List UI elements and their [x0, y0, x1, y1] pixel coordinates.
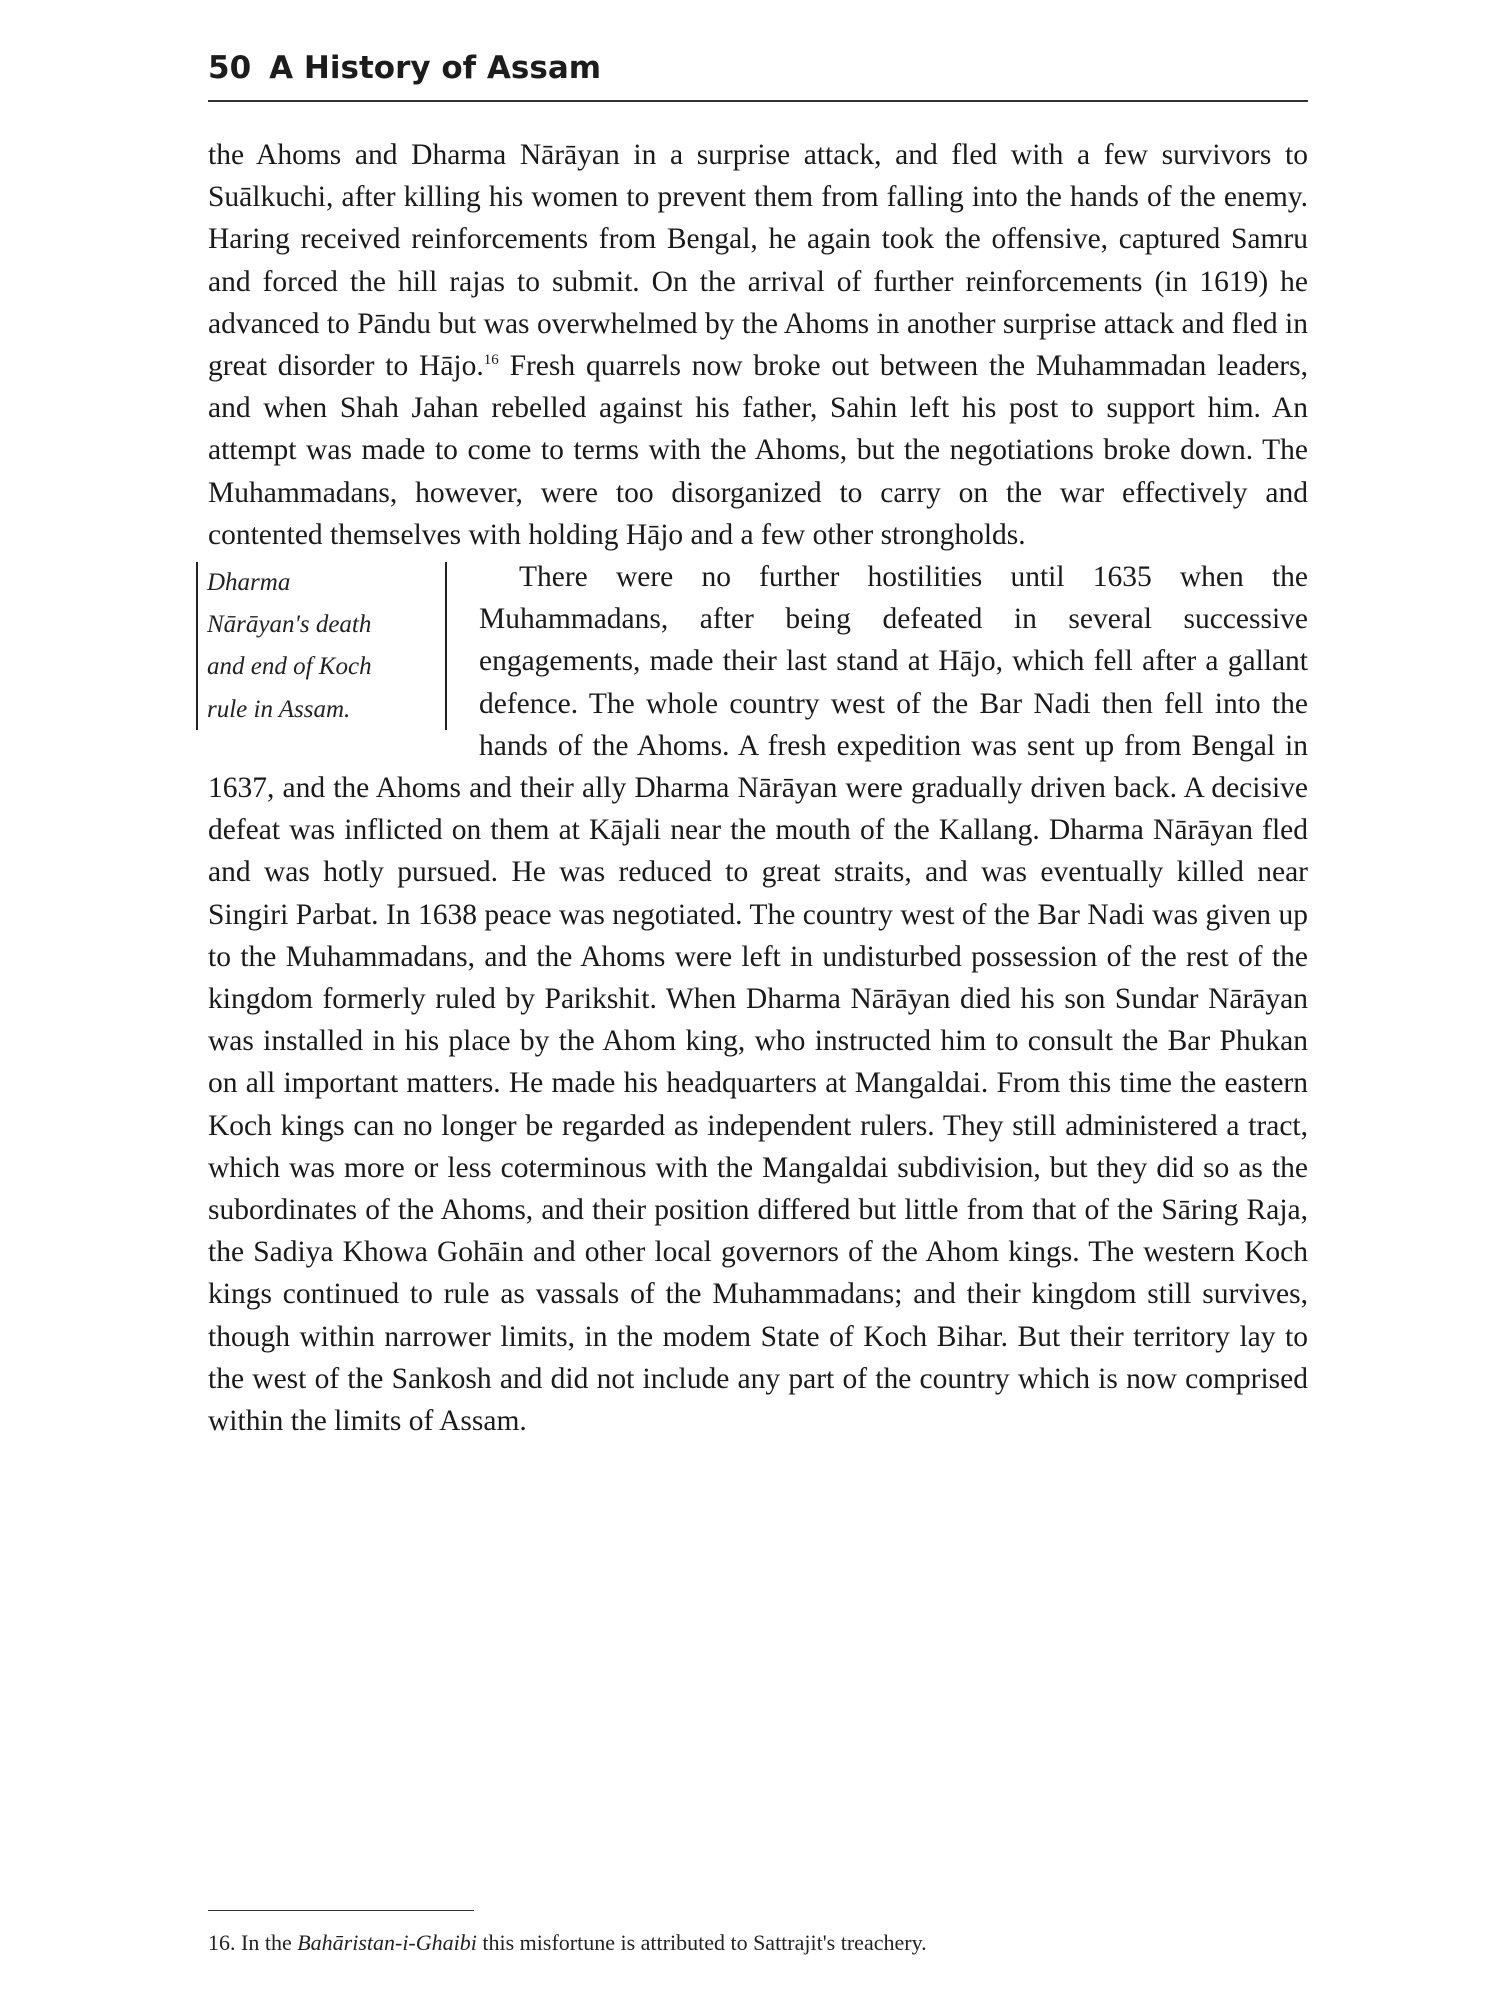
marginal-note-line-3: and end of Koch [207, 653, 372, 681]
footnote-reference: 16 [483, 352, 499, 369]
footnote-source-title: Bahāristan-i-Ghaibi [297, 1930, 477, 1955]
page-number: 50 [208, 50, 252, 86]
paragraph-1-text: the Ahoms and Dharma Nārāyan in a surprise attack, and fled with a few survivors to Suālkuchi, after killing his women to prevent them from falling into the hands of the enemy. Haring received reinforcements from Bengal, he again took the offensive, captured Samru and forced the hill rajas to submit. On the arrival of further reinforcements (in 1619) he advanced to Pāndu but was overwhelmed by the Ahoms in another surprise attack and fled in great disorder to Hājo. [208, 139, 1308, 383]
marginal-note-line-4: rule in Assam. [207, 695, 351, 723]
header-rule [208, 100, 1308, 102]
marginal-note-line-2: Nārāyan's death [207, 611, 372, 639]
footnote-text-before: In the [241, 1930, 292, 1955]
footnote-text-after: this misfortune is attributed to Sattrajit's treachery. [482, 1930, 927, 1955]
paragraph-1 [208, 134, 1308, 556]
footnote-rule [208, 1910, 474, 1911]
marginal-note [196, 562, 447, 730]
marginal-note-line-1: Dharma [207, 569, 291, 597]
footnote [208, 1928, 1308, 1958]
footnote-number: 16. [208, 1930, 236, 1955]
running-head [208, 48, 1308, 88]
book-page [208, 0, 1308, 2000]
main-text [208, 134, 1308, 1442]
paragraph-2-text: There were no further hostilities until 1635 when the Muhammadans, after being defeated in several successive engagements, made their last stand at Hājo, which fell after a gallant defence. The whole country west of the Bar Nadi then fell into the hands of the Ahoms. A fresh expedition was sent up from Bengal in 1637, and the Ahoms and their ally Dharma Nārāyan were gradually driven back. A decisive defeat was inflicted on them at Kājali near the mouth of the Kallang. Dharma Nārāyan fled and was hotly pursued. He was reduced to great straits, and was eventually killed near Singiri Parbat. In 1638 peace was negotiated. The country west of the Bar Nadi was given up to the Muhammadans, and the Ahoms were left in undisturbed possession of the rest of the kingdom formerly ruled by Parikshit. When Dharma Nārāyan died his son Sundar Nārāyan was installed in his place by the Ahom king, who instructed him to consult the Bar Phukan on all important matters. He made his headquarters at Mangaldai. From this time the eastern Koch kings can no longer be regarded as independent rulers. They still administered a tract, which was more or less coterminous with the Mangaldai subdivision, but they did so as the subordinates of the Ahoms, and their position differed but little from that of the Sāring Raja, the Sadiya Khowa Gohāin and other local governors of the Ahom kings. The western Koch kings continued to rule as vassals of the Muhammadans; and their kingdom still survives, though within narrower limits, in the modem State of Koch Bihar. But their territory lay to the west of the Sankosh and did not include any part of the country which is now comprised within the limits of Assam. [208, 561, 1308, 1438]
book-title: A History of Assam [269, 50, 602, 86]
paragraph-1-continuation: Fresh quarrels now broke out between the Muhammadan leaders, and when Shah Jahan rebelled against his father, Sahin left his post to support him. An attempt was made to come to terms with the Ahoms, but the negotiations broke down. The Muhammadans, however, were too disorganized to carry on the war effectively and contented themselves with holding Hājo and a few other strongholds. [208, 350, 1308, 551]
